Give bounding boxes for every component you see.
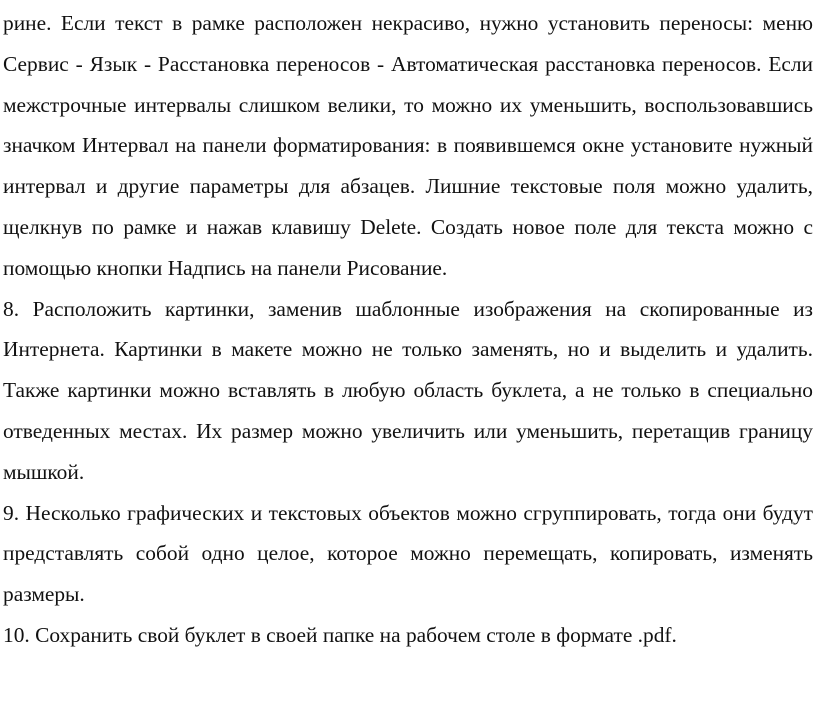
paragraph-step-9: 9. Несколько графических и текстовых объектов можно сгруппировать, тогда они будут представлять собой одно целое, которое можно перемещать, копировать, изменять размеры. [3,500,813,607]
paragraph-hyphenation-instructions: рине. Если текст в рамке расположен некрасиво, нужно установить переносы: меню Сервис - Язык - Расстановка переносов - Автоматическая расстановка переносов. Если межстрочные интервалы слишком велики, то можно их уменьшить, воспользовавшись значком Интервал на панели форматирования: в появившемся окне установите нужный интервал и другие параметры для абзацев. Лишние текстовые поля можно удалить, щелкнув по рамке и нажав клавишу Delete. Создать новое поле для текста можно с помощью кнопки Надпись на панели Рисование. [3,11,813,280]
paragraph-step-10: 10. Сохранить свой буклет в своей папке на рабочем столе в формате .pdf. [3,622,677,647]
paragraph-step-8: 8. Расположить картинки, заменив шаблонные изображения на скопированные из Интернета. Картинки в макете можно не только заменять, но и выделить и удалить. Также картинки можно вставлять в любую область буклета, а не только в специально отведенных местах. Их размер можно увеличить или уменьшить, перетащив границу мышкой. [3,296,813,484]
